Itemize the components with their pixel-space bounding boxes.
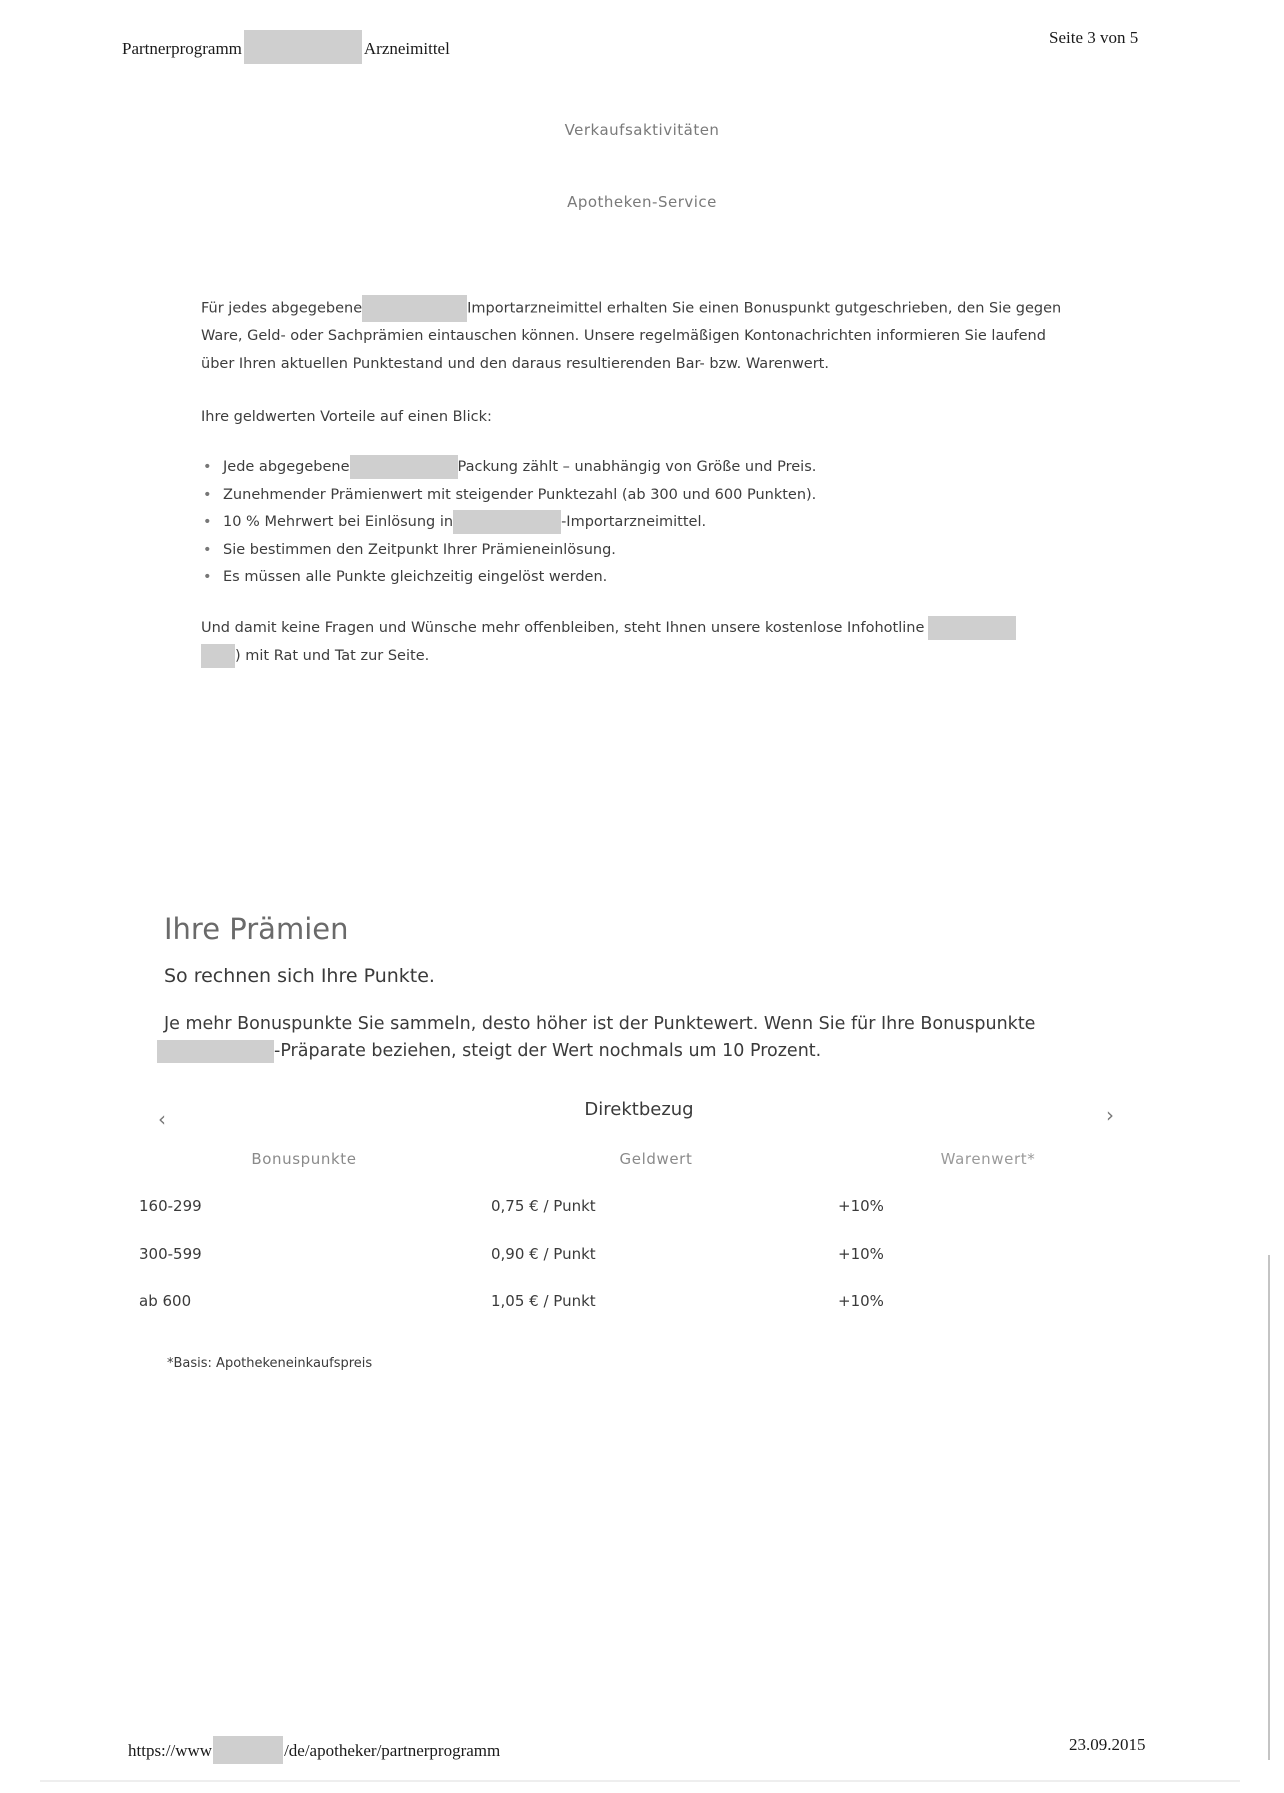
scan-bottom-line xyxy=(40,1780,1240,1782)
carousel-prev-button[interactable]: ‹ xyxy=(158,1107,166,1131)
redaction-block xyxy=(157,1040,274,1063)
list-item xyxy=(201,537,816,565)
table-cell: +10% xyxy=(838,1245,884,1263)
section-title: Verkaufsaktivitäten xyxy=(564,121,720,139)
benefit-text: Zunehmender Prämienwert mit steigender Punktezahl (ab 300 und 600 Punkten). xyxy=(223,486,817,503)
praemien-text-start: Je mehr Bonuspunkte Sie sammeln, desto höher ist der Punktewert. Wenn Sie für Ihre Bonuspunkte xyxy=(164,1014,1036,1034)
table-cell: ab 600 xyxy=(139,1292,192,1310)
page-indicator: Seite 3 von 5 xyxy=(1049,28,1139,47)
hotline-text-end: ) mit Rat und Tat zur Seite. xyxy=(235,647,430,664)
praemien-text-end: -Präparate beziehen, steigt der Wert nochmals um 10 Prozent. xyxy=(274,1041,822,1061)
hotline-text-start: Und damit keine Fragen und Wünsche mehr offenbleiben, steht Ihnen unsere kostenlose Infohotline xyxy=(201,620,925,636)
redaction-block xyxy=(350,455,458,479)
list-item xyxy=(201,482,816,510)
carousel-next-button[interactable]: › xyxy=(1106,1103,1114,1127)
table-cell: 160-299 xyxy=(139,1197,202,1215)
table-cell: 1,05 € / Punkt xyxy=(491,1292,596,1310)
redaction-block xyxy=(201,644,235,668)
table-row xyxy=(0,1197,1284,1227)
intro-paragraph xyxy=(201,295,1081,378)
table-row xyxy=(0,1292,1284,1322)
list-item xyxy=(201,564,816,592)
benefits-list xyxy=(201,454,816,592)
table-header-warenwert: Warenwert* xyxy=(940,1150,1036,1168)
table-cell: +10% xyxy=(838,1292,884,1310)
carousel-title: Direktbezug xyxy=(584,1099,694,1120)
footnote: *Basis: Apothekeneinkaufspreis xyxy=(167,1356,373,1371)
document-header xyxy=(122,30,450,64)
header-title-suffix: Arzneimittel xyxy=(363,39,450,58)
redaction-block xyxy=(244,30,362,64)
intro-text-end: Importarzneimittel erhalten Sie einen Bonuspunkt gutgeschrieben, den Sie gegen Ware, Geld- oder Sachprämien eintauschen können. Unsere regelmäßigen Kontonachrichten informieren Sie laufend über Ihren aktuellen Punktestand und den daraus resultierenden Bar- bzw. Warenwert. xyxy=(201,300,1062,372)
benefit-text: Packung zählt – unabhängig von Größe und Preis. xyxy=(457,459,817,475)
list-item xyxy=(201,509,816,537)
table-header-bonuspunkte: Bonuspunkte xyxy=(251,1150,357,1168)
scan-edge-line xyxy=(1268,1255,1270,1760)
header-title-prefix: Partnerprogramm xyxy=(122,39,242,58)
benefit-text: -Importarzneimittel. xyxy=(561,514,707,530)
table-cell: +10% xyxy=(838,1197,884,1215)
table-cell: 300-599 xyxy=(139,1245,202,1263)
intro-text-start: Für jedes abgegebene xyxy=(201,300,363,317)
praemien-description xyxy=(164,1011,1124,1065)
table-cell: 0,75 € / Punkt xyxy=(491,1197,596,1215)
footer-url xyxy=(128,1736,500,1764)
redaction-block xyxy=(928,616,1016,640)
benefit-text: Sie bestimmen den Zeitpunkt Ihrer Prämieneinlösung. xyxy=(223,541,616,558)
benefit-text: Es müssen alle Punkte gleichzeitig eingelöst werden. xyxy=(223,569,608,585)
benefits-heading: Ihre geldwerten Vorteile auf einen Blick: xyxy=(201,409,492,425)
subsection-title: Apotheken-Service xyxy=(567,193,717,211)
footer-url-suffix: /de/apotheker/partnerprogramm xyxy=(284,1741,501,1760)
table-cell: 0,90 € / Punkt xyxy=(491,1245,596,1263)
praemien-title: Ihre Prämien xyxy=(164,912,349,946)
footer-url-prefix: https://www xyxy=(128,1741,213,1760)
table-header-geldwert: Geldwert xyxy=(619,1150,693,1168)
hotline-paragraph xyxy=(201,615,1081,670)
benefit-text: 10 % Mehrwert bei Einlösung in xyxy=(223,514,454,530)
list-item xyxy=(201,454,816,482)
redaction-block xyxy=(362,295,467,322)
footer-date: 23.09.2015 xyxy=(1069,1735,1146,1754)
praemien-subtitle: So rechnen sich Ihre Punkte. xyxy=(164,965,435,987)
redaction-block xyxy=(453,510,561,534)
table-row xyxy=(0,1245,1284,1275)
redaction-block xyxy=(213,1736,283,1764)
benefit-text: Jede abgegebene xyxy=(223,459,350,475)
